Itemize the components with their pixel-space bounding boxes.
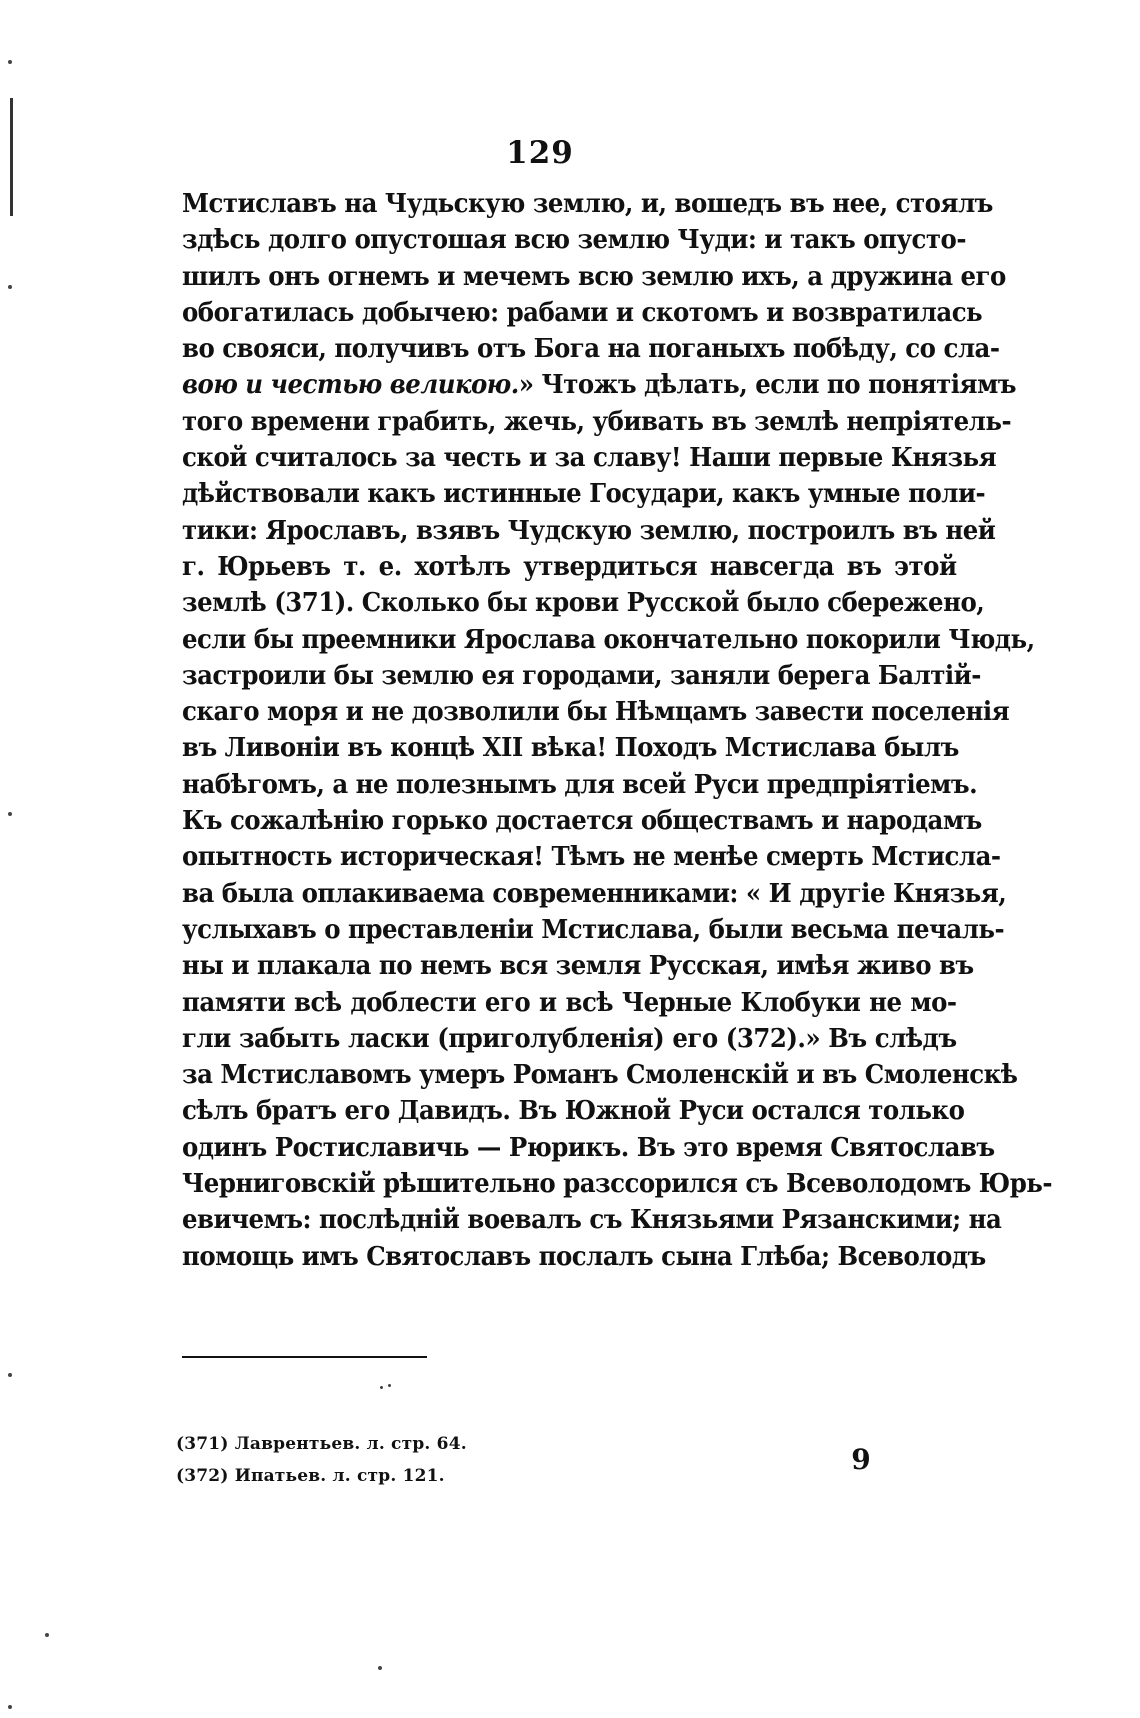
text-line: землѣ (371). Сколько бы крови Русской было сбережено,: [182, 588, 985, 619]
footnote: (371) Лаврентьев. л. стр. 64.: [176, 1434, 467, 1454]
text-line: набѣгомъ, а не полезнымъ для всей Руси предпріятіемъ.: [182, 769, 978, 800]
text-line: ской считалось за честь и за славу! Наши первые Князья: [182, 443, 997, 474]
print-speck: [380, 1386, 383, 1389]
print-speck: [388, 1384, 391, 1387]
text-line: здѣсь долго опустошая всю землю Чуди: и такъ опусто-: [182, 225, 966, 256]
footnote: (372) Ипатьев. л. стр. 121.: [176, 1466, 445, 1486]
page-edge-shadow: [10, 98, 13, 216]
text-line: г. Юрьевъ т. е. хотѣлъ утвердиться навсегда въ этой: [182, 551, 957, 582]
print-speck: [8, 1705, 12, 1709]
text-line: опытность историческая! Тѣмъ не менѣе смерть Мстисла-: [182, 842, 1001, 873]
text-line: тики: Ярославъ, взявъ Чудскую землю, построилъ въ ней: [182, 515, 996, 546]
text-line: помощь имъ Святославъ послалъ сына Глѣба; Всеволодъ: [182, 1241, 986, 1272]
footnote-separator: [182, 1356, 427, 1358]
print-speck: [8, 812, 12, 816]
text-line: шилъ онъ огнемъ и мечемъ всю землю ихъ, а дружина его: [182, 261, 1006, 292]
text-line: Черниговскій рѣшительно разссорился съ Всеволодомъ Юрь-: [182, 1169, 1052, 1200]
text-line: въ Ливоніи въ концѣ XII вѣка! Походъ Мстислава былъ: [182, 733, 959, 764]
italic-phrase: вою и честью великою.: [182, 370, 519, 401]
text-line: [182, 367, 1017, 403]
text-line: ны и плакала по немъ вся земля Русская, имѣя живо въ: [182, 951, 974, 982]
text-line: дѣйствовали какъ истинные Государи, какъ умные поли-: [182, 479, 986, 510]
text-line: услыхавъ о преставленіи Мстислава, были весьма печаль-: [182, 914, 1005, 945]
text-line: Мстиславъ на Чудьскую землю, и, вошедъ въ нее, стоялъ: [182, 189, 993, 219]
print-speck: [8, 285, 12, 289]
text-line: застроили бы землю ея городами, заняли берега Балтій-: [182, 660, 981, 691]
text-line: одинъ Ростиславичь — Рюрикъ. Въ это время Святославъ: [182, 1132, 995, 1163]
print-speck: [45, 1633, 49, 1637]
text-line: сѣлъ братъ его Давидъ. Въ Южной Руси остался только: [182, 1096, 965, 1127]
print-speck: [8, 60, 12, 64]
footnotes: [176, 1428, 676, 1492]
text-line: памяти всѣ доблести его и всѣ Черные Клобуки не мо-: [182, 987, 957, 1018]
signature-number: 9: [851, 1443, 871, 1476]
text-line: того времени грабить, жечь, убивать въ землѣ непріятель-: [182, 406, 1012, 437]
print-speck: [8, 1373, 12, 1377]
print-speck: [378, 1666, 382, 1670]
text-line: обогатилась добычею: рабами и скотомъ и возвратилась: [182, 297, 983, 328]
text-line: Къ сожалѣнію горько достается обществамъ и народамъ: [182, 806, 982, 837]
text-line: за Мстиславомъ умеръ Романъ Смоленскій и въ Смоленскѣ: [182, 1060, 1018, 1091]
text-line: ва была оплакиваема современниками: « И другіе Князья,: [182, 878, 1007, 909]
text-line: евичемъ: послѣдній воевалъ съ Князьями Рязанскими; на: [182, 1205, 1002, 1236]
text-line: если бы преемники Ярослава окончательно покорили Чюдь,: [182, 624, 1035, 655]
text-line: скаго моря и не дозволили бы Нѣмцамъ завести поселенія: [182, 697, 1010, 728]
text-run: » Чтожъ дѣлать, если по понятіямъ: [518, 370, 1017, 401]
text-line: гли забыть ласки (приголубленія) его (372).» Въ слѣдъ: [182, 1023, 957, 1054]
main-text: [182, 186, 1052, 1275]
text-line: во свояси, получивъ отъ Бога на поганыхъ побѣду, со сла-: [182, 334, 1000, 365]
page-number: 129: [506, 135, 574, 171]
